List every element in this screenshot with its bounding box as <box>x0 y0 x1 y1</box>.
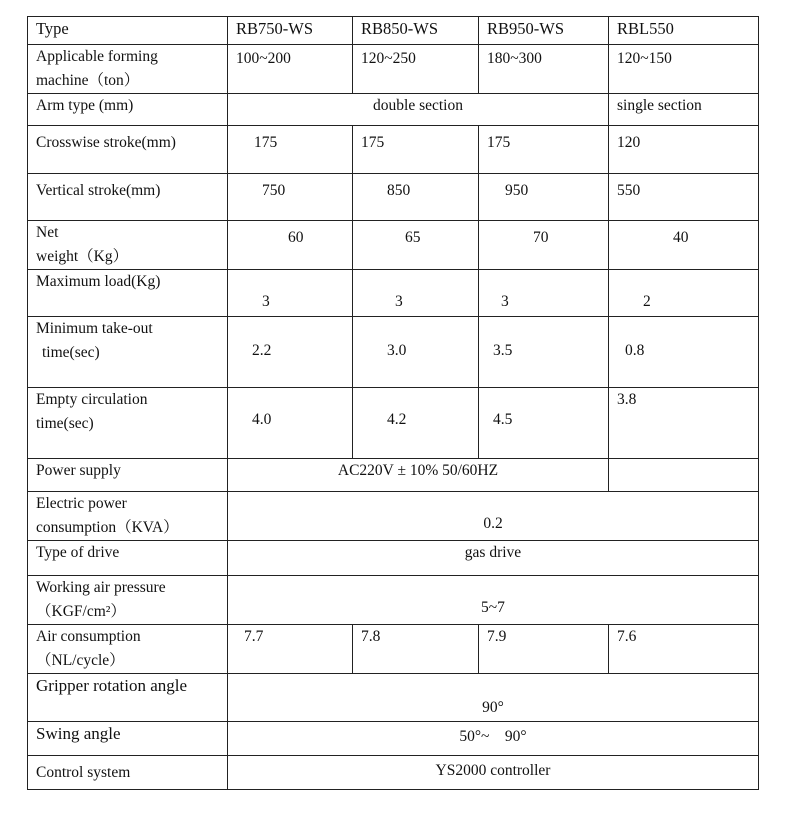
crosswise-label: Crosswise stroke(mm) <box>28 126 228 174</box>
row-gripper <box>28 674 759 722</box>
air-consumption-rbl550: 7.6 <box>609 625 759 674</box>
min-takeout-label <box>28 317 228 388</box>
air-pressure-label-2: （KGF/cm²） <box>36 603 126 620</box>
row-air-pressure <box>28 576 759 625</box>
vertical-rb950: 950 <box>479 174 609 221</box>
row-power-supply <box>28 459 759 492</box>
model-rb750: RB750-WS <box>228 17 353 45</box>
control-label: Control system <box>28 756 228 790</box>
row-control <box>28 756 759 790</box>
net-weight-rb950: 70 <box>479 221 609 270</box>
vertical-label: Vertical stroke(mm) <box>28 174 228 221</box>
air-pressure-label-1: Working air pressure <box>36 579 166 596</box>
gripper-label: Gripper rotation angle <box>28 674 228 722</box>
net-weight-label-1: Net <box>36 224 59 241</box>
air-consumption-rb850: 7.8 <box>353 625 479 674</box>
min-takeout-label-1: Minimum take-out <box>36 320 153 337</box>
forming-rb850: 120~250 <box>353 45 479 94</box>
power-consumption-label-1: Electric power <box>36 495 127 512</box>
min-takeout-label-2: time(sec) <box>42 344 100 361</box>
row-crosswise <box>28 126 759 174</box>
empty-circ-rb950: 4.5 <box>479 388 609 459</box>
control-value: YS2000 controller <box>228 756 759 790</box>
empty-circ-rbl550: 3.8 <box>609 388 759 459</box>
row-min-takeout <box>28 317 759 388</box>
min-takeout-rb850: 3.0 <box>353 317 479 388</box>
vertical-rbl550: 550 <box>609 174 759 221</box>
forming-machine-label-2: machine（ton） <box>36 72 140 89</box>
net-weight-rb850: 65 <box>353 221 479 270</box>
max-load-label: Maximum load(Kg) <box>28 270 228 317</box>
max-load-rb750: 3 <box>228 270 353 317</box>
air-consumption-label <box>28 625 228 674</box>
empty-circ-rb750: 4.0 <box>228 388 353 459</box>
crosswise-rb950: 175 <box>479 126 609 174</box>
power-supply-value: AC220V ± 10% 50/60HZ <box>228 459 609 492</box>
arm-type-double: double section <box>228 94 609 126</box>
air-consumption-rb950: 7.9 <box>479 625 609 674</box>
row-empty-circulation <box>28 388 759 459</box>
row-air-consumption <box>28 625 759 674</box>
crosswise-rb750: 175 <box>228 126 353 174</box>
max-load-rb950: 3 <box>479 270 609 317</box>
air-pressure-label <box>28 576 228 625</box>
model-rb950: RB950-WS <box>479 17 609 45</box>
max-load-rb850: 3 <box>353 270 479 317</box>
type-label: Type <box>28 17 228 45</box>
max-load-rbl550: 2 <box>609 270 759 317</box>
row-power-consumption <box>28 492 759 541</box>
row-drive <box>28 541 759 576</box>
air-pressure-value: 5~7 <box>228 576 759 625</box>
air-consumption-label-1: Air consumption <box>36 628 141 645</box>
spec-table <box>27 16 759 790</box>
net-weight-rb750: 60 <box>228 221 353 270</box>
net-weight-label <box>28 221 228 270</box>
power-consumption-label-2: consumption（KVA） <box>36 519 179 536</box>
crosswise-rbl550: 120 <box>609 126 759 174</box>
model-rbl550: RBL550 <box>609 17 759 45</box>
row-max-load <box>28 270 759 317</box>
min-takeout-rbl550: 0.8 <box>609 317 759 388</box>
row-forming-machine <box>28 45 759 94</box>
forming-rb950: 180~300 <box>479 45 609 94</box>
min-takeout-rb750: 2.2 <box>228 317 353 388</box>
empty-circulation-label <box>28 388 228 459</box>
row-type <box>28 17 759 45</box>
net-weight-rbl550: 40 <box>609 221 759 270</box>
crosswise-rb850: 175 <box>353 126 479 174</box>
vertical-rb850: 850 <box>353 174 479 221</box>
arm-type-label: Arm type (mm) <box>28 94 228 126</box>
arm-type-single: single section <box>609 94 759 126</box>
min-takeout-rb950: 3.5 <box>479 317 609 388</box>
forming-machine-label <box>28 45 228 94</box>
empty-circ-rb850: 4.2 <box>353 388 479 459</box>
row-swing <box>28 722 759 756</box>
power-supply-empty <box>609 459 759 492</box>
forming-machine-label-1: Applicable forming <box>36 48 158 65</box>
row-net-weight <box>28 221 759 270</box>
row-arm-type <box>28 94 759 126</box>
air-consumption-label-2: （NL/cycle） <box>36 652 125 669</box>
power-consumption-label <box>28 492 228 541</box>
vertical-rb750: 750 <box>228 174 353 221</box>
air-consumption-rb750: 7.7 <box>228 625 353 674</box>
drive-label: Type of drive <box>28 541 228 576</box>
model-rb850: RB850-WS <box>353 17 479 45</box>
power-consumption-value: 0.2 <box>228 492 759 541</box>
net-weight-label-2: weight（Kg） <box>36 248 129 265</box>
power-supply-label: Power supply <box>28 459 228 492</box>
swing-label: Swing angle <box>28 722 228 756</box>
row-vertical <box>28 174 759 221</box>
drive-value: gas drive <box>228 541 759 576</box>
empty-circulation-label-1: Empty circulation <box>36 391 148 408</box>
swing-value: 50°~ 90° <box>228 722 759 756</box>
forming-rb750: 100~200 <box>228 45 353 94</box>
empty-circulation-label-2: time(sec) <box>36 415 94 432</box>
forming-rbl550: 120~150 <box>609 45 759 94</box>
gripper-value: 90° <box>228 674 759 722</box>
